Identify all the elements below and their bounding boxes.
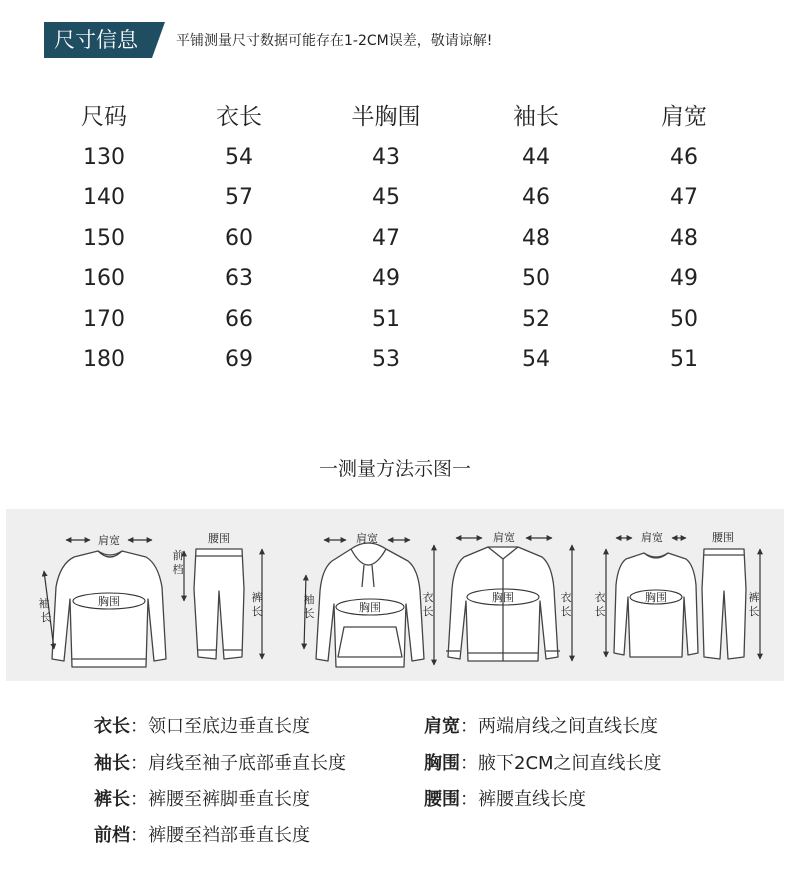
sleeve-label-1: 袖 <box>303 593 315 606</box>
shoulder-label: 肩宽 <box>356 532 378 545</box>
measurement-cell: 43 <box>372 145 400 170</box>
measurement-cell: 47 <box>670 185 698 210</box>
length-label-1: 衣 <box>560 591 572 604</box>
pajama-set-icon <box>614 549 746 659</box>
shoulder-label: 肩宽 <box>98 534 120 547</box>
size-info-badge: 尺寸信息 <box>44 22 152 58</box>
measurement-diagrams <box>6 509 784 681</box>
measurement-cell: 48 <box>522 226 550 251</box>
length-label-2: 长 <box>422 605 434 618</box>
size-cell: 150 <box>83 226 125 251</box>
measurement-cell: 44 <box>522 145 550 170</box>
definition-item: 肩宽：两端肩线之间直线长度 <box>424 716 658 737</box>
column-header: 半胸围 <box>351 104 421 130</box>
measurement-cell: 54 <box>522 347 550 372</box>
definition-item: 胸围：腋下2CM之间直线长度 <box>424 753 662 774</box>
shoulder-label: 肩宽 <box>641 531 663 544</box>
measurement-cell: 69 <box>225 347 253 372</box>
measurement-cell: 51 <box>372 307 400 332</box>
column-header: 肩宽 <box>661 104 707 130</box>
measurement-cell: 50 <box>522 266 550 291</box>
size-cell: 140 <box>83 185 125 210</box>
measurement-cell: 54 <box>225 145 253 170</box>
measurement-cell: 49 <box>372 266 400 291</box>
length-label-2: 长 <box>594 605 606 618</box>
column-header: 衣长 <box>216 104 262 130</box>
pants-length-label-1: 裤 <box>748 591 760 604</box>
definition-item: 腰围：裤腰直线长度 <box>424 789 586 810</box>
length-label-1: 衣 <box>594 591 606 604</box>
chest-label: 胸围 <box>645 591 667 604</box>
measurement-cell: 66 <box>225 307 253 332</box>
definition-item: 裤长：裤腰至裤脚垂直长度 <box>94 789 310 810</box>
pants-length-label-1: 裤 <box>251 591 263 604</box>
measurement-cell: 49 <box>670 266 698 291</box>
measurement-cell: 52 <box>522 307 550 332</box>
size-cell: 180 <box>83 347 125 372</box>
crotch-label-2: 档 <box>172 563 184 576</box>
sleeve-label-2: 长 <box>303 607 315 620</box>
measurement-cell: 60 <box>225 226 253 251</box>
sleeve-label-1: 袖 <box>38 597 50 610</box>
measurement-cell: 47 <box>372 226 400 251</box>
measurement-cell: 51 <box>670 347 698 372</box>
size-info-header <box>44 22 492 58</box>
length-label-2: 长 <box>560 605 572 618</box>
column-header: 袖长 <box>513 104 559 130</box>
measurement-error-note: 平铺测量尺寸数据可能存在1-2CM误差，敬请谅解! <box>176 33 493 49</box>
chest-label: 胸围 <box>359 601 381 614</box>
measurement-cell: 63 <box>225 266 253 291</box>
sweatpants-icon <box>194 549 244 659</box>
measurement-section-title: 一测量方法示图一 <box>318 458 471 480</box>
measurement-cell: 50 <box>670 307 698 332</box>
chest-label: 胸围 <box>492 591 514 604</box>
measurement-diagram-band <box>6 509 784 681</box>
definition-item: 袖长：肩线至袖子底部垂直长度 <box>94 753 346 774</box>
size-cell: 160 <box>83 266 125 291</box>
column-header: 尺码 <box>81 104 127 130</box>
measurement-cell: 48 <box>670 226 698 251</box>
pants-length-label-2: 长 <box>251 605 263 618</box>
measurement-cell: 45 <box>372 185 400 210</box>
measurement-cell: 57 <box>225 185 253 210</box>
waist-label: 腰围 <box>208 532 230 545</box>
baseball-jacket-icon <box>446 547 560 661</box>
shoulder-label: 肩宽 <box>493 531 515 544</box>
crotch-label-1: 前 <box>172 549 184 562</box>
measurement-cell: 46 <box>670 145 698 170</box>
sleeve-label-2: 长 <box>40 611 52 624</box>
size-cell: 130 <box>83 145 125 170</box>
size-cell: 170 <box>83 307 125 332</box>
pants-length-label-2: 长 <box>748 605 760 618</box>
measurement-cell: 46 <box>522 185 550 210</box>
waist-label: 腰围 <box>712 531 734 544</box>
definition-item: 前档：裤腰至裆部垂直长度 <box>94 825 310 846</box>
definition-item: 衣长：领口至底边垂直长度 <box>94 716 310 737</box>
length-label-1: 衣 <box>422 591 434 604</box>
chest-label: 胸围 <box>98 595 120 608</box>
measurement-cell: 53 <box>372 347 400 372</box>
